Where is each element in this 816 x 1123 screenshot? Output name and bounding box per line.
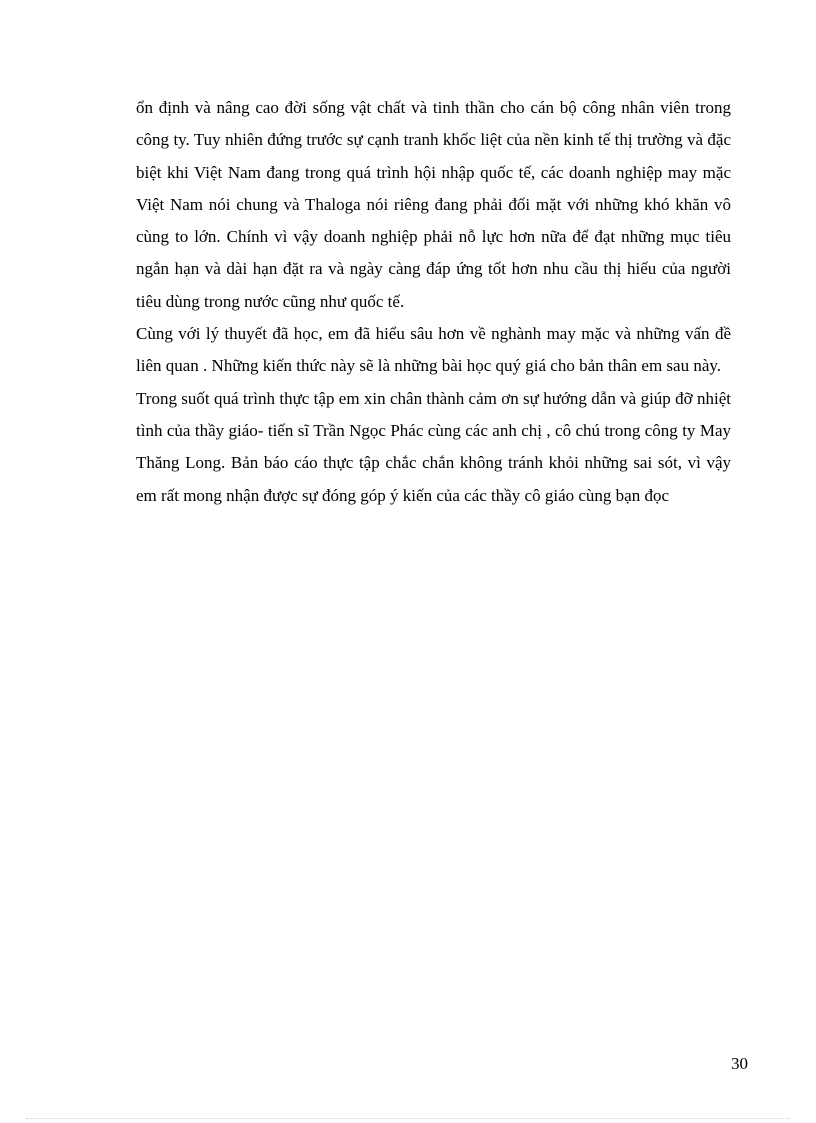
paragraph-conclusion-1: ổn định và nâng cao đời sống vật chất và tinh thần cho cán bộ công nhân viên trong công ty. Tuy nhiên đứng trước sự cạnh tranh khốc liệt của nền kinh tế thị trường và đặc biệt khi Việt Nam đang trong quá trình hội nhập quốc tế, các doanh nghiệp may mặc Việt Nam nói chung và Thaloga nói riêng đang phải đối mặt với những khó khăn vô cùng to lớn. Chính vì vậy doanh nghiệp phải nỗ lực hơn nữa để đạt những mục tiêu ngắn hạn và dài hạn đặt ra và ngày càng đáp ứng tốt hơn nhu cầu thị hiếu của người tiêu dùng trong nước cũng như quốc tế.: [136, 98, 731, 311]
paragraph-acknowledgement: Trong suốt quá trình thực tập em xin chân thành cảm ơn sự hướng dẫn và giúp đỡ nhiệt tình của thầy giáo- tiến sĩ Trần Ngọc Phác cùng các anh chị , cô chú trong công ty May Thăng Long. Bản báo cáo thực tập chắc chắn không tránh khỏi những sai sót, vì vậy em rất mong nhận được sự đóng góp ý kiến của các thầy cô giáo cùng bạn đọc: [136, 388, 731, 505]
paragraph-conclusion-2: Cùng với lý thuyết đã học, em đã hiểu sâu hơn về nghành may mặc và những vấn đề liên quan . Những kiến thức này sẽ là những bài học quý giá cho bản thân em sau này.: [136, 324, 731, 376]
page-bottom-divider: [26, 1118, 790, 1119]
body-text: [136, 92, 731, 512]
page-number: 30: [731, 1054, 748, 1073]
